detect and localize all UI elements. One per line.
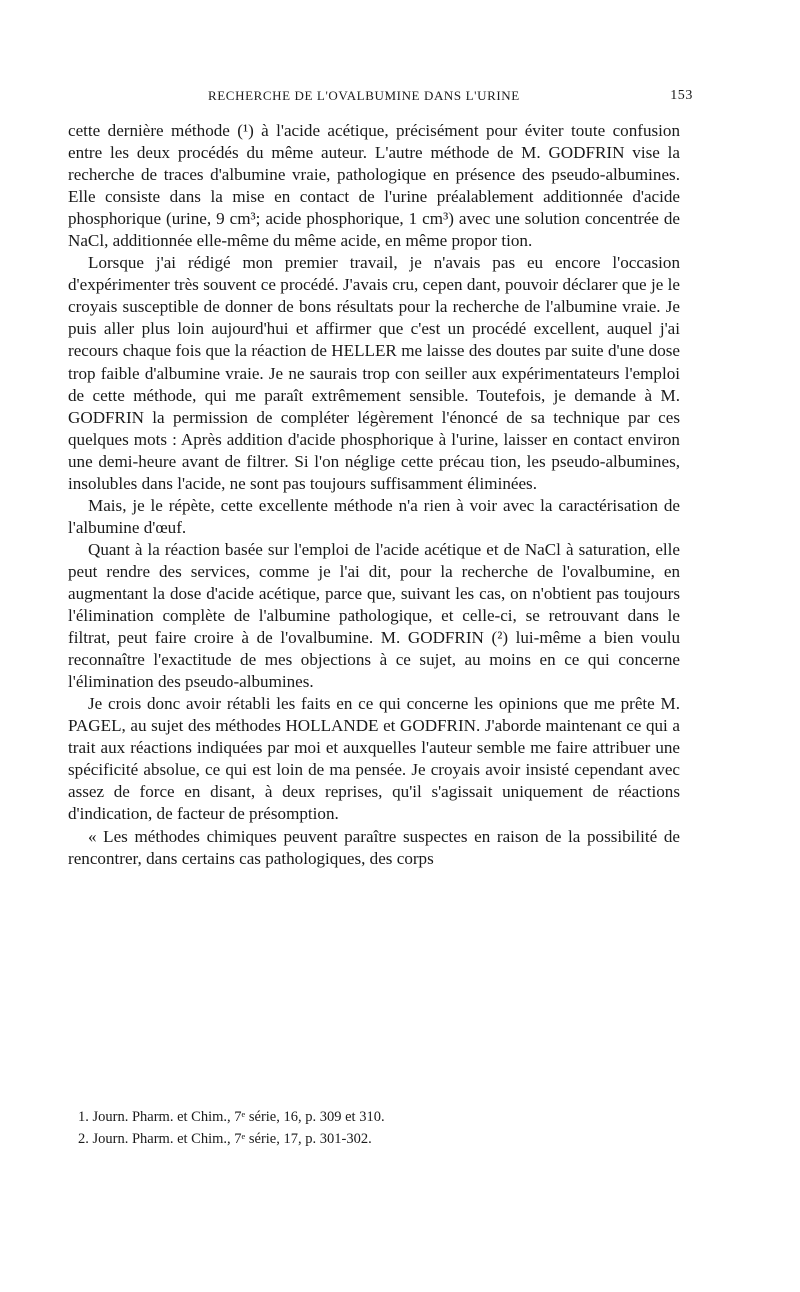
text-line: extrêmement sensible. Toutefois, je demande à M. GODFRIN la permission bbox=[68, 385, 680, 427]
text-line: mots : Après addition d'acide phosphorique à l'urine, laisser en contact bbox=[133, 429, 628, 449]
text-line: cette dernière méthode (¹) à l'acide acétique, précisément pour éviter bbox=[68, 121, 572, 140]
text-line: (urine, 9 cm³; acide phosphorique, 1 cm³) avec une solution concentrée bbox=[166, 209, 664, 229]
text-line: qui est loin de ma pensée. Je croyais avoir insisté cependant avec assez bbox=[68, 760, 680, 802]
text-line: recherche de l'ovalbumine, en augmentant la dose d'acide acétique, bbox=[68, 561, 680, 603]
text-line: possibilité de rencontrer, dans certains cas pathologiques, des corps bbox=[68, 826, 681, 868]
text-line: seiller aux expérimentateurs l'emploi de cette méthode, qui me paraît bbox=[68, 363, 680, 405]
text-line: auxquelles l'auteur semble me faire attribuer une spécificité absolue, ce bbox=[68, 738, 680, 780]
text-line: « Les méthodes chimiques peuvent paraître suspectes en raison de la bbox=[88, 826, 587, 846]
text-line: de force en disant, à deux reprises, qu'il s'agissait uniquement de bbox=[113, 782, 619, 802]
text-line: pathologique en présence des pseudo-albumines. Elle consiste dans la mise bbox=[68, 165, 680, 207]
text-line: Quant à la réaction basée sur l'emploi de l'acide acétique et de NaCl à bbox=[88, 539, 579, 559]
page-number: 153 bbox=[670, 88, 693, 103]
text-line: tion. bbox=[501, 231, 533, 251]
text-line: réactions d'indication, de facteur de présomption. bbox=[68, 782, 680, 824]
footnote-1: 1. Journ. Pharm. et Chim., 7ᵉ série, 16, p. 309 et 310. bbox=[78, 1109, 385, 1125]
paragraph-6 bbox=[68, 826, 680, 870]
text-line: caractérisation de l'albumine d'œuf. bbox=[68, 495, 680, 537]
text-line: l'occasion d'expérimenter très souvent ce procédé. J'avais cru, cepen bbox=[68, 253, 680, 295]
text-line: dant, pouvoir déclarer que je le croyais susceptible de donner de bons bbox=[68, 275, 680, 317]
paragraph-1 bbox=[68, 120, 680, 252]
text-line: résultats pour la recherche de l'albumine vraie. Je puis aller plus loin bbox=[68, 297, 680, 339]
paragraph-3 bbox=[68, 495, 680, 539]
paragraph-5 bbox=[68, 693, 680, 825]
text-line: Je crois donc avoir rétabli les faits en ce qui concerne les opinions bbox=[88, 694, 564, 714]
page-header bbox=[68, 88, 693, 108]
footnotes bbox=[68, 1106, 680, 1150]
text-line: de compléter légèrement l'énoncé de sa technique par ces quelques bbox=[68, 407, 681, 449]
text-line: Mais, je le répète, cette excellente méthode n'a rien à voir avec la bbox=[88, 495, 559, 515]
text-line: méthode de M. GODFRIN vise la recherche de traces d'albumine vraie, bbox=[68, 143, 680, 185]
text-line: bien voulu reconnaître l'exactitude de mes objections à ce sujet, au bbox=[68, 628, 680, 670]
running-title: RECHERCHE DE L'OVALBUMINE DANS L'URINE bbox=[208, 88, 520, 103]
text-line: parce que, suivant les cas, on n'obtient pas toujours l'élimination bbox=[68, 583, 680, 626]
text-line: J'aborde maintenant ce qui a trait aux réactions indiquées par moi et bbox=[68, 716, 680, 758]
text-line: moins en ce qui concerne l'élimination des pseudo-albumines. bbox=[68, 650, 680, 692]
text-line: que me prête M. PAGEL, au sujet des méthodes HOLLANDE et GODFRIN. bbox=[68, 694, 680, 736]
text-line: en contact de l'urine préalablement additionnée d'acide phosphorique bbox=[68, 187, 681, 229]
text-line: environ une demi-heure avant de filtrer. Si l'on néglige cette précau bbox=[68, 429, 680, 471]
footnote-2: 2. Journ. Pharm. et Chim., 7ᵉ série, 17, p. 301-302. bbox=[78, 1131, 372, 1147]
text-line: tion, les pseudo-albumines, insolubles dans l'acide, ne sont pas toujours bbox=[68, 451, 680, 493]
text-line: complète de l'albumine pathologique, et celle-ci, se retrouvant dans le bbox=[162, 606, 680, 626]
paragraph-4 bbox=[68, 539, 680, 693]
text-line: recours chaque fois que la réaction de HELLER me laisse des doutes par bbox=[68, 341, 572, 361]
text-line: Lorsque j'ai rédigé mon premier travail, je n'avais pas eu encore bbox=[88, 253, 613, 273]
text-line: de NaCl, additionnée elle-même du même acide, en même propor bbox=[68, 209, 680, 251]
paragraph-2 bbox=[68, 252, 680, 495]
text-line: filtrat, peut faire croire à de l'ovalbumine. M. GODFRIN (²) lui-même a bbox=[68, 628, 604, 648]
text-line: suffisamment éliminées. bbox=[370, 473, 537, 493]
text-line: suite d'une dose trop faible d'albumine vraie. Je ne saurais trop con bbox=[68, 341, 680, 383]
text-line: saturation, elle peut rendre des services, comme je l'ai dit, pour la bbox=[68, 539, 680, 581]
body-text bbox=[68, 120, 680, 870]
text-line: aujourd'hui et affirmer que c'est un procédé excellent, auquel j'ai bbox=[211, 319, 680, 339]
text-line: toute confusion entre les deux procédés du même auteur. L'autre bbox=[68, 121, 680, 163]
